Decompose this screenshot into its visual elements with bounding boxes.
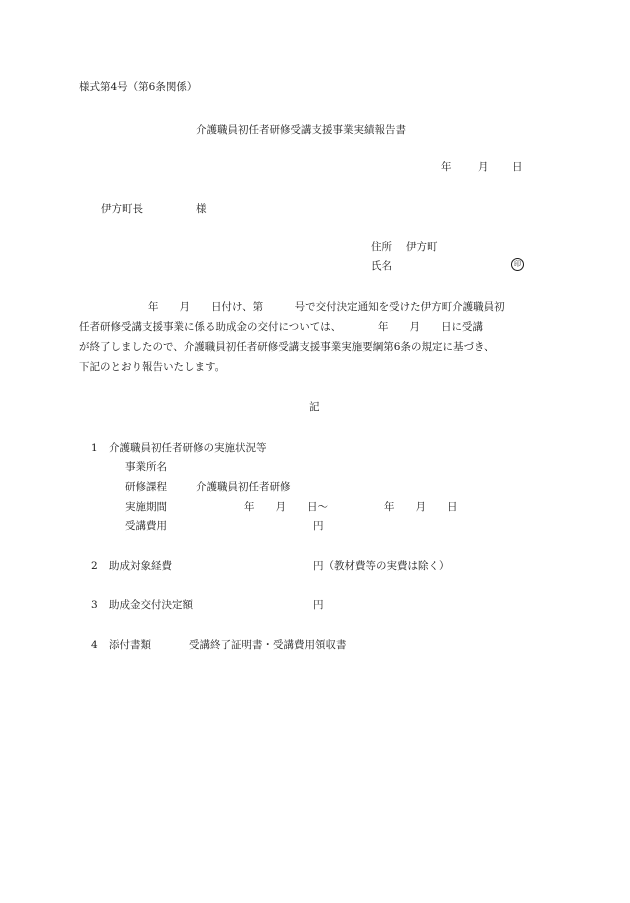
section-heading: 助成対象経費 xyxy=(109,560,172,572)
name-label: 氏名 xyxy=(371,260,392,272)
fee-label: 受講費用 xyxy=(125,520,167,532)
body-line: 年 月 日付け、第 号で交付決定通知を受けた伊方町介護職員初 xyxy=(148,301,505,313)
ki-heading: 記 xyxy=(309,401,320,413)
course-value: 介護職員初任者研修 xyxy=(196,481,291,493)
attachment-list: 受講終了証明書・受講費用領収書 xyxy=(189,639,347,651)
address-value: 伊方町 xyxy=(406,241,438,253)
section-number: 3 xyxy=(91,599,98,611)
date-year: 年 xyxy=(441,161,452,173)
section-heading: 介護職員初任者研修の実施状況等 xyxy=(109,442,267,454)
address-label: 住所 xyxy=(371,241,392,253)
section-heading: 助成金交付決定額 xyxy=(109,599,193,611)
form-number: 様式第4号（第6条関係） xyxy=(79,81,198,93)
document-title: 介護職員初任者研修受講支援事業実績報告書 xyxy=(196,124,406,136)
period-end: 年 月 日 xyxy=(384,501,458,513)
section-unit: 円 xyxy=(313,599,324,611)
addressee-honorific: 様 xyxy=(196,203,207,215)
section-unit: 円（教材費等の実費は除く） xyxy=(313,560,450,572)
seal-mark: 印 xyxy=(511,258,524,271)
addressee-name: 伊方町長 xyxy=(101,203,143,215)
period-label: 実施期間 xyxy=(125,501,167,513)
date-month: 月 xyxy=(478,161,489,173)
body-line: 下記のとおり報告いたします。 xyxy=(79,361,226,373)
section-heading: 添付書類 xyxy=(109,639,151,651)
period-start: 年 月 日～ xyxy=(244,501,328,513)
body-line: が終了しましたので、介護職員初任者研修受講支援事業実施要綱第6条の規定に基づき、 xyxy=(79,341,495,353)
section-number: 2 xyxy=(91,560,98,572)
date-day: 日 xyxy=(512,161,523,173)
section-number: 4 xyxy=(91,639,98,651)
section-number: 1 xyxy=(91,442,98,454)
body-line: 任者研修受講支援事業に係る助成金の交付については、 年 月 日に受講 xyxy=(79,321,484,333)
fee-unit: 円 xyxy=(313,520,324,532)
office-label: 事業所名 xyxy=(125,461,167,473)
course-label: 研修課程 xyxy=(125,481,167,493)
